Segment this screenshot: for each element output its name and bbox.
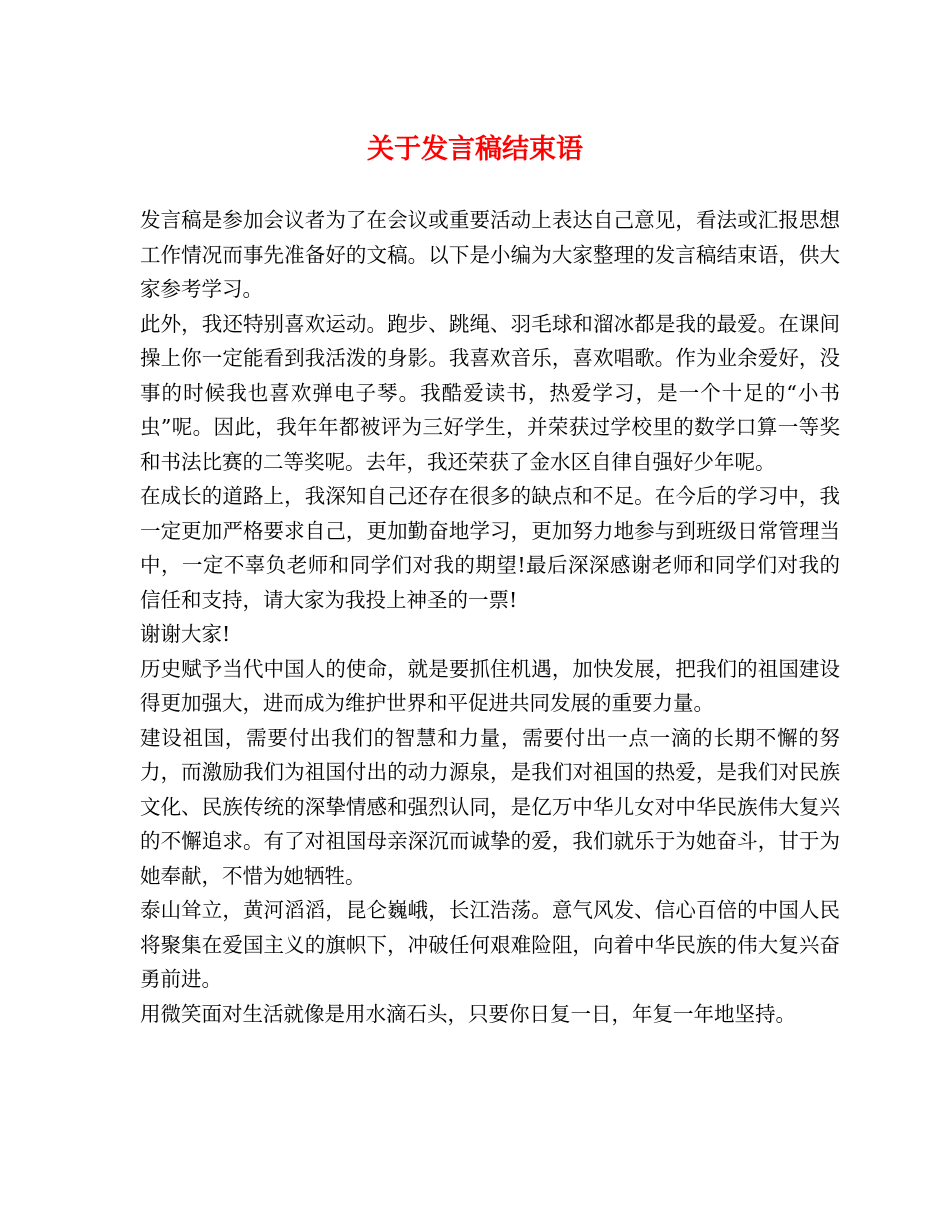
paragraph-mission: 历史赋予当代中国人的使命，就是要抓住机遇，加快发展，把我们的祖国建设得更加强大，进而成为维护世界和平促进共同发展的重要力量。: [140, 656, 840, 715]
document-title: 关于发言稿结束语: [367, 134, 583, 165]
paragraph-intro: 发言稿是参加会议者为了在会议或重要活动上表达自己意见，看法或汇报思想工作情况而事先准备好的文稿。以下是小编为大家整理的发言稿结束语，供大家参考学习。: [140, 208, 840, 301]
paragraph-build-country: 建设祖国，需要付出我们的智慧和力量，需要付出一点一滴的长期不懈的努力，而激励我们为祖国付出的动力源泉，是我们对祖国的热爱，是我们对民族文化、民族传统的深挚情感和强烈认同，是亿万中华儿女对中华民族伟大复兴的不懈追求。有了对祖国母亲深沉而诚挚的爱，我们就乐于为她奋斗，甘于为她奉献，不惜为她牺牲。: [140, 725, 840, 888]
paragraph-mountains-rivers: 泰山耸立，黄河滔滔，昆仑巍峨，长江浩荡。意气风发、信心百倍的中国人民将聚集在爱国主义的旗帜下，冲破任何艰难险阻，向着中华民族的伟大复兴奋勇前进。: [140, 898, 840, 991]
paragraph-thanks: 谢谢大家!: [140, 622, 231, 646]
paragraph-hobbies: 此外，我还特别喜欢运动。跑步、跳绳、羽毛球和溜冰都是我的最爱。在课间操上你一定能看到我活泼的身影。我喜欢音乐，喜欢唱歌。作为业余爱好，没事的时候我也喜欢弹电子琴。我酷爱读书，热爱学习，是一个十足的“小书虫”呢。因此，我年年都被评为三好学生，并荣获过学校里的数学口算一等奖和书法比赛的二等奖呢。去年，我还荣获了金水区自律自强好少年呢。: [140, 311, 840, 474]
paragraph-smile: 用微笑面对生活就像是用水滴石头，只要你日复一日，年复一年地坚持。: [140, 1001, 796, 1026]
paragraph-growth: 在成长的道路上，我深知自己还存在很多的缺点和不足。在今后的学习中，我一定更加严格要求自己，更加勤奋地学习，更加努力地参与到班级日常管理当中，一定不辜负老师和同学们对我的期望!最后深深感谢老师和同学们对我的信任和支持，请大家为我投上神圣的一票!: [140, 484, 840, 612]
document-body: [140, 203, 840, 1031]
